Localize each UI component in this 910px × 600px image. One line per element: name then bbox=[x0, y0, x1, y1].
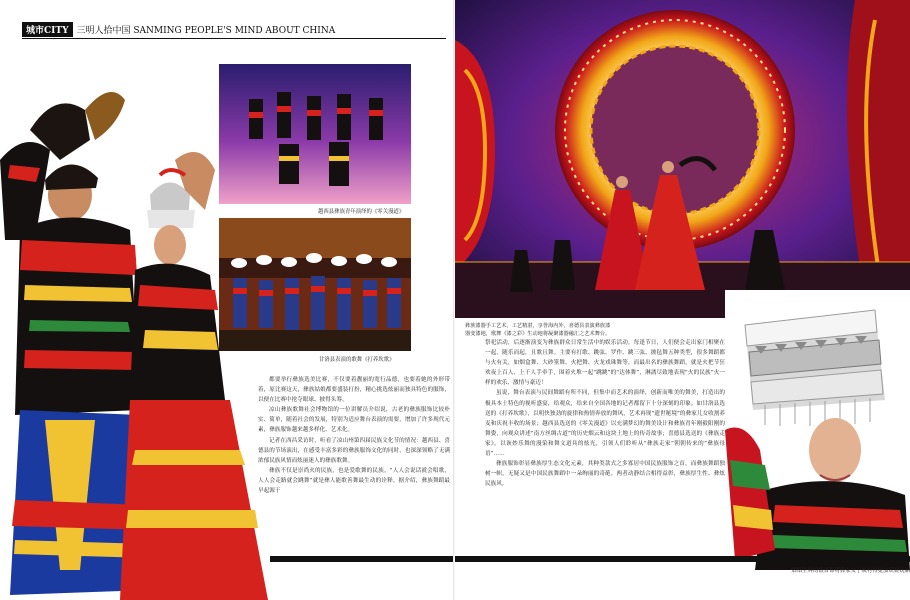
header-rule bbox=[22, 38, 446, 39]
paragraph: 都要举行彝族选美比赛，不仅要着靓丽的宽行品德，也要着她的外形带着，原比赛这天，彝族姑娘都要盛装打扮，精心挑选炫丽而独具特色的服饰，以便在比赛中抢夺眼球、披得头筹。 bbox=[258, 377, 450, 404]
bottom-rule-left bbox=[270, 556, 455, 562]
stage-photo-middle bbox=[219, 218, 411, 351]
caption-middle: 甘洛县表演的歌舞《打养坎歌》 bbox=[319, 357, 395, 363]
paragraph: 祭祀活动，后逐渐演变为彝族群众日常生活中的娱乐活动。每逢节日，人们便会走出家门相聚在一起，随乐而起，且歌且舞。主要有打歌、跳弦、罗作、跳三弦、披毡舞五种类型，很多舞蹈都与火有关，如烟盒舞、大砂筮舞、火把舞、火龙戏珠舞等。而最出名的彝族舞蹈，就是火把节狂欢夜上百人、上千人手牵手，围着火堆一起“跳跳”的“达体舞”，淋漓尽致地表现“火的民族”火一样的欢乐、激情与豪迈！ bbox=[485, 340, 725, 387]
article-column-1 bbox=[258, 375, 450, 496]
silver-headdress-photo bbox=[725, 290, 910, 570]
paragraph: 彝族服饰彰显彝族厚生态文化元素，其种类款式之多寡居中国民族服饰之首，而彝族舞蹈独树一帜，无疑又是中国民族舞蹈中一朵绚丽的奇葩。两者动静结合相得益彰，彝族厚生性、彝炫民族风。 bbox=[485, 461, 725, 488]
caption-top: 越西县彝族青年演绎的《零关漫道》 bbox=[318, 209, 405, 215]
paragraph: 彝族不仅是崇尚火的民族，也是爱歌舞的民族。“人人会说话就会唱歌，人人会走路就会跳舞”就是彝人能歌善舞最生动的诠释。据介绍，彝族舞蹈最早起源于 bbox=[258, 467, 450, 495]
bottom-rule-right bbox=[455, 556, 910, 562]
section-tag: 城市CITY bbox=[22, 22, 73, 37]
stage-photo-top bbox=[219, 64, 411, 204]
paragraph: 虽说，舞台表演与民间舞蹈有所不同，但集中而艺术的演绎，创新而唯美的舞美，打造出的极具本土特色的视听盛宴，给观众，给来自全国各地的记者都留下十分深刻的印象。如甘洛县选送的《打养坎歌》，以明快独劲的旋律和热情奔放的舞风，艺术再现“遗世秘境”的彝家儿女收割养麦和庆祝丰收的场景；越西县选送的《零关漫道》以充满梦幻的舞美设计和彝族青年刚毅阳刚的舞姿，向观众讲述“南方丝绸古道”的历史烟云和这块土地上的传奇故事；喜德县选送的《彝族走家》，以诙妙乐舞的漫染和舞文道具的炫光，引领人们聆听从“彝族走家”朝朝传来的“彝族母语”…… bbox=[485, 390, 725, 458]
paragraph: 凉山彝族歌舞社会博物馆的一位讲解员介绍说，古老的彝族服饰比较朴实、简单，随着社会的发展，特别为适应舞台表演的需要，增加了许多现代元素，彝族服饰越来越多样化、艺术化。 bbox=[258, 407, 450, 434]
right-page bbox=[455, 0, 910, 600]
caption-bottom-right: 熠熠生辉的银首饰将彝家女子映衬得更加妖娆妩媚 bbox=[791, 568, 910, 574]
caption-stage: 彝族漆器手工艺术，工艺精湛，享誉海内外，喜德县表演彝族漆器变漆地，歌舞《漆之彩》生动地将凝聚漆器融汇之艺术舞台。 bbox=[465, 323, 611, 337]
paragraph: 记者在西昌采访时，听看了凉山州第四届民族文化节的情况：越西县、喜德县的节场演出，在感受丰富多彩的彝族服饰文化的同时，也深深领略了无满浓郁民族风情而炫丽迷人的彝族歌舞。 bbox=[258, 437, 450, 464]
section-title: 三明人拾中国 SANMING PEOPLE'S MIND ABOUT CHINA bbox=[76, 25, 336, 36]
stage-ring-photo bbox=[455, 0, 910, 318]
section-header bbox=[22, 22, 335, 36]
article-column-2 bbox=[485, 338, 725, 489]
